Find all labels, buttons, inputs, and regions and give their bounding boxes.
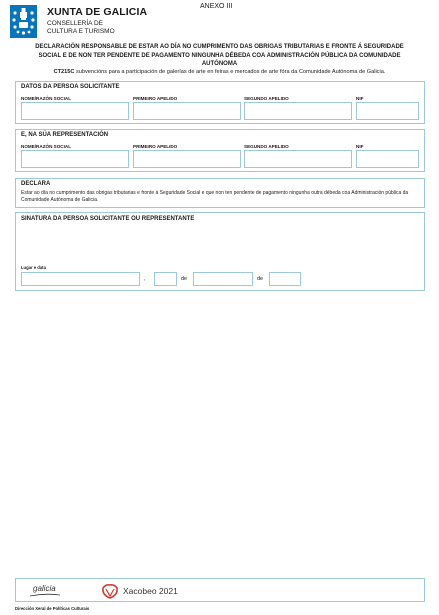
representative-surname2-field[interactable]: [244, 150, 352, 168]
xacobeo-shell-icon: [101, 583, 119, 599]
representative-section: [15, 129, 425, 172]
applicant-nif-label: NIF: [356, 96, 364, 101]
signature-section: [15, 212, 425, 291]
signature-section-title: SINATURA DA PERSOA SOLICITANTE OU REPRESENTANTE: [21, 216, 195, 222]
applicant-surname2-label: SEGUNDO APELIDO: [244, 96, 289, 101]
title-line-2: SOCIAL E DE NON TER PENDENTE DE PAGAMENTO NINGUNHA DÉBEDA COA ADMINISTRACIÓN PÚBLICA DA COMUNIDADE: [38, 52, 401, 59]
representative-surname2-label: SEGUNDO APELIDO: [244, 144, 289, 149]
applicant-nif-field[interactable]: [356, 102, 419, 120]
galicia-logo-text: galicia: [33, 584, 56, 593]
declaration-section-title: DECLARA: [21, 181, 51, 187]
annex-label: ANEXO III: [200, 3, 233, 10]
representative-name-field[interactable]: [21, 150, 129, 168]
title-line-3: AUTÓNOMA: [201, 61, 238, 67]
applicant-name-label: NOME/RAZÓN SOCIAL: [21, 96, 72, 101]
document-title: [18, 43, 421, 69]
title-line-1: DECLARACIÓN RESPONSABLE DE ESTAR AO DÍA NO CUMPRIMENTO DAS OBRIGAS TRIBUTARIAS E FRONTE Á SEGURIDADE: [35, 44, 404, 50]
xacobeo-logo: [101, 582, 201, 600]
representative-nif-field[interactable]: [356, 150, 419, 168]
procedure-code: CT215C: [53, 69, 75, 75]
applicant-surname1-field[interactable]: [133, 102, 241, 120]
footer-logos: [15, 578, 425, 602]
xacobeo-logo-text: Xacobeo 2021: [123, 586, 178, 596]
place-date-label: Lugar e data: [21, 265, 46, 270]
brand-name: XUNTA DE GALICIA: [47, 6, 148, 18]
applicant-surname2-field[interactable]: [244, 102, 352, 120]
directorate-name: Dirección Xeral de Políticas Culturais: [15, 606, 90, 611]
representative-surname1-field[interactable]: [133, 150, 241, 168]
applicant-surname1-label: PRIMEIRO APELIDO: [133, 96, 178, 101]
year-field[interactable]: [269, 272, 301, 286]
comma-separator: ,: [144, 276, 146, 282]
place-field[interactable]: [21, 272, 140, 286]
declaration-section: [15, 178, 425, 208]
galicia-swash-icon: [30, 593, 60, 597]
representative-surname1-label: PRIMEIRO APELIDO: [133, 144, 178, 149]
xunta-logo: [10, 5, 170, 39]
month-field[interactable]: [193, 272, 253, 286]
applicant-name-field[interactable]: [21, 102, 129, 120]
procedure-description: subvencións para a participación de galerías de arte en feiras e mercados de arte fóra da Comunidade Autónoma de Galicia.: [74, 69, 386, 75]
applicant-section-title: DATOS DA PERSOA SOLICITANTE: [21, 84, 120, 90]
applicant-section: [15, 81, 425, 124]
day-field[interactable]: [154, 272, 177, 286]
department-line1: CONSELLERÍA DE: [47, 20, 103, 27]
galicia-logo: [33, 584, 56, 593]
declaration-text: Estar ao día no cumprimento das obrigas tributarias e fronte á Seguridade Social e que non ten pendente de pagamento ningunha outra débeda coa Administración pública da Comunidade Autónoma de Galicia.: [21, 190, 409, 203]
de-separator-2: de: [257, 276, 264, 282]
xunta-emblem-icon: [10, 5, 37, 38]
department-line2: CULTURA E TURISMO: [47, 28, 115, 35]
representative-section-title: E, NA SÚA REPRESENTACIÓN: [21, 132, 109, 138]
de-separator-1: de: [181, 276, 188, 282]
representative-nif-label: NIF: [356, 144, 364, 149]
representative-name-label: NOME/RAZÓN SOCIAL: [21, 144, 72, 149]
procedure-line: [14, 69, 425, 75]
